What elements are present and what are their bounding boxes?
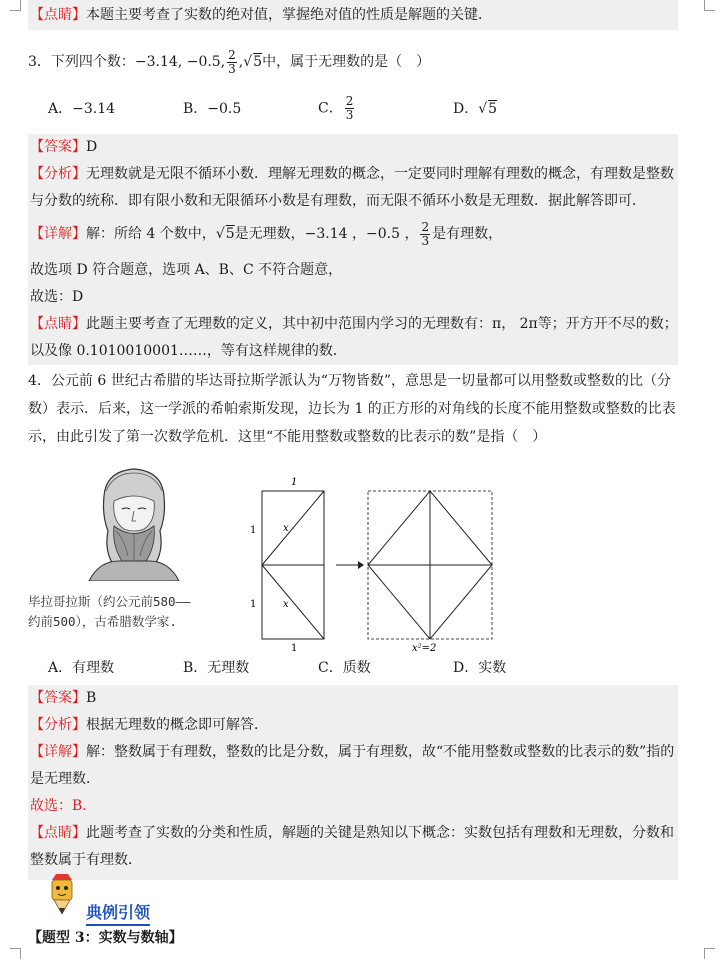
option-a: A．有理数 [48,660,115,676]
option-a: A．−3.14 [48,101,116,117]
fraction: $\frac{2}{3}$ [228,47,236,76]
fraction: $\frac{2}{3}$ [345,93,354,122]
square-diagonal-diagram [250,471,550,651]
section-title: 典例引领 [86,900,150,926]
crop-mark [704,0,715,11]
question-3-stem: 3．下列四个数：−3.14, −0.5, $\frac{2}{3}$ ,√5中，属于无理数的是（ ） [28,40,678,84]
label-x: x [283,523,289,534]
detail-line-2: 故选项 D 符合题意，选项 A、B、C 不符合题意， [30,262,343,278]
question-4-stem: 4．公元前 6 世纪古希腊的毕达哥拉斯学派认为“万物皆数”，意思是一切量都可以用整数或整数的比（分数）表示．后来，这一学派的希帕索斯发现，边长为 1 的正方形的对角线的长度不能用整数或整数的比表示，由此引发了第一次数学危机．这里“不能用整数或整数的比表示的数”是指（ ） [28,373,676,445]
fraction: $\frac{2}{3}$ [421,219,430,248]
portrait-caption: 毕拉哥拉斯（约公元前580—— 约前500），古希腊数学家. [28,594,191,629]
prev-note [28,0,678,30]
option-d: D．实数 [453,660,507,676]
pythagoras-portrait [84,461,184,581]
section-header [28,870,328,920]
question-type-title: 【题型 3：实数与数轴】 [28,930,183,946]
label-equation: x²=2 [412,643,437,651]
document-page [28,0,678,880]
question-4-options [28,649,678,685]
note-line-2: 以及像 0.1010010001……，等有这样规律的数． [30,343,347,359]
option-c: C．质数 [318,660,371,676]
detail-line: 【详解】解：所给 4 个数中，√5是无理数，−3.14 ，−0.5 ， $\frac{2}{3}$ 是有理数， [30,215,676,253]
pencil-mascot-icon [42,870,82,916]
question-4-figure [28,457,678,651]
crop-mark [10,948,21,959]
answer-line: 【答案】D [30,139,98,155]
crop-mark [10,0,21,11]
label-one: 1 [250,525,257,536]
question-4-solution [28,685,678,880]
note-line-1: 【点睛】此题主要考查了无理数的定义，其中初中范围内学习的无理数有：π， 2π等；开方开不尽的数； [30,316,678,332]
label-one: 1 [250,599,257,610]
choose-line: 故选：B． [30,798,97,814]
answer-line: 【答案】B [30,690,97,706]
question-3-solution [28,134,678,365]
label-one: 1 [291,477,298,488]
option-b: B．−0.5 [183,101,242,117]
question-3-options [28,84,678,132]
note-tag: 【点睛】 [30,7,86,23]
detail-block: 【详解】解：整数属于有理数，整数的比是分数，属于有理数，故“不能用整数或整数的比表示的数”指的是无理数． [30,744,675,787]
sqrt-expression: √5 [215,226,235,242]
label-one: 1 [291,643,298,651]
crop-mark [704,948,715,959]
label-x: x [283,599,289,610]
option-b: B．无理数 [183,660,250,676]
note-text: 本题主要考查了实数的绝对值，掌握绝对值的性质是解题的关键． [86,7,492,23]
analysis-line: 【分析】根据无理数的概念即可解答． [30,717,268,733]
option-c: C． $\frac{2}{3}$ [318,93,354,122]
analysis-block: 【分析】无理数就是无限不循环小数．理解无理数的概念，一定要同时理解有理数的概念，有理数是整数与分数的统称．即有限小数和无限循环小数是有理数，而无限不循环小数是无理数．据此解答即可． [30,166,674,209]
option-d: D．√5 [453,101,498,117]
note-block: 【点睛】此题考查了实数的分类和性质，解题的关键是熟知以下概念：实数包括有理数和无理数，分数和整数属于有理数． [30,825,674,868]
sqrt-expression: √5 [243,54,263,70]
choose-line: 故选：D [30,289,84,305]
sqrt-expression: √5 [478,101,498,117]
